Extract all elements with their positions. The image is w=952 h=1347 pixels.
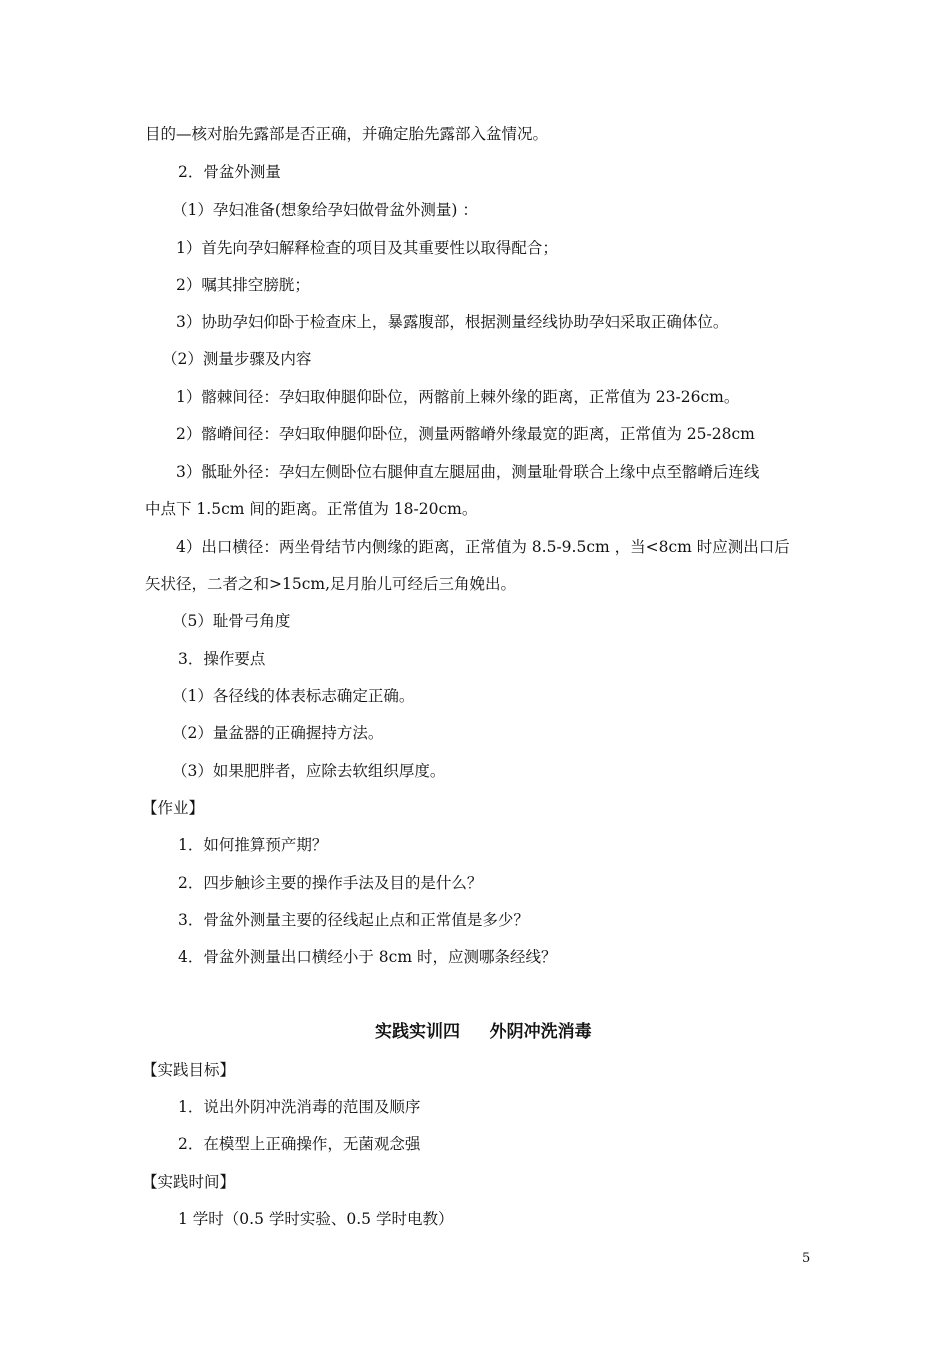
- line: 3）协助孕妇仰卧于检查床上，暴露腹部，根据测量经线协助孕妇采取正确体位。: [176, 313, 729, 331]
- section-title: 实践实训四 外阴冲洗消毒: [375, 1022, 592, 1042]
- line: （1）孕妇准备(想象给孕妇做骨盆外测量) ：: [172, 201, 478, 219]
- line: 3．骨盆外测量主要的径线起止点和正常值是多少？: [178, 911, 529, 929]
- line: 2．骨盆外测量: [178, 163, 281, 181]
- line: （2）量盆器的正确握持方法。: [172, 724, 384, 742]
- section-heading: 【实践目标】: [142, 1061, 236, 1079]
- line: 3）骶耻外径：孕妇左侧卧位右腿伸直左腿屈曲，测量耻骨联合上缘中点至髂嵴后连线: [176, 463, 760, 481]
- line: 1．说出外阴冲洗消毒的范围及顺序: [178, 1098, 421, 1116]
- line: （2）测量步骤及内容: [162, 350, 312, 368]
- page-number: 5: [802, 1251, 811, 1266]
- line: 4）出口横径：两坐骨结节内侧缘的距离，正常值为 8.5-9.5cm ，当<8cm 时应测出口后: [176, 538, 790, 556]
- line: 4．骨盆外测量出口横经小于 8cm 时，应测哪条经线？: [178, 948, 557, 966]
- line: 3．操作要点: [178, 650, 266, 668]
- line: 矢状径，二者之和>15cm,足月胎儿可经后三角娩出。: [145, 575, 517, 593]
- line: 2．四步触诊主要的操作手法及目的是什么？: [178, 874, 483, 892]
- section-heading: 【实践时间】: [142, 1173, 236, 1191]
- line: 2．在模型上正确操作，无菌观念强: [178, 1135, 421, 1153]
- line: 2）嘱其排空膀胱；: [176, 276, 310, 294]
- line: （5）耻骨弓角度: [172, 612, 291, 630]
- section-heading: 【作业】: [142, 799, 205, 817]
- line: 中点下 1.5cm 间的距离。正常值为 18-20cm。: [145, 500, 478, 518]
- line: 1 学时（0.5 学时实验、0.5 学时电教）: [178, 1210, 454, 1228]
- line: 1）髂棘间径：孕妇取伸腿仰卧位，两髂前上棘外缘的距离，正常值为 23-26cm。: [176, 388, 740, 406]
- line: 2）髂嵴间径：孕妇取伸腿仰卧位，测量两髂嵴外缘最宽的距离，正常值为 25-28cm: [176, 425, 755, 443]
- line: （3）如果肥胖者，应除去软组织厚度。: [172, 762, 446, 780]
- line: （1）各径线的体表标志确定正确。: [172, 687, 415, 705]
- line: 目的—核对胎先露部是否正确，并确定胎先露部入盆情况。: [145, 125, 549, 143]
- line: 1．如何推算预产期？: [178, 836, 328, 854]
- line: 1）首先向孕妇解释检查的项目及其重要性以取得配合；: [176, 239, 558, 257]
